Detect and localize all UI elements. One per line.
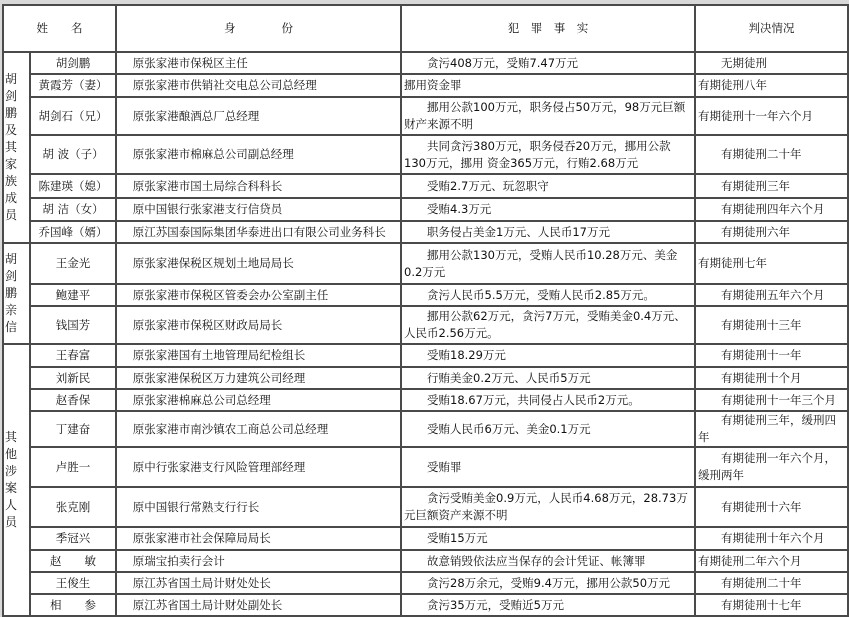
header-verdict: 判决情况 <box>695 5 848 52</box>
table-row <box>3 97 848 135</box>
header-row <box>3 5 848 52</box>
cell-name: 王金光 <box>30 243 116 284</box>
table-row <box>3 198 848 221</box>
cell-facts: 挪用资金罪 <box>401 74 695 97</box>
cell-name: 王春富 <box>30 344 116 367</box>
cell-verdict: 有期徒刑二年六个月 <box>695 550 848 572</box>
cell-name: 季冠兴 <box>30 527 116 550</box>
cell-facts: 受贿人民币6万元、美金0.1万元 <box>401 411 695 447</box>
cell-name: 胡剑鹏 <box>30 52 116 74</box>
cell-verdict: 无期徒刑 <box>695 52 848 74</box>
cell-name: 钱国芳 <box>30 306 116 344</box>
table-row <box>3 487 848 527</box>
table-row <box>3 367 848 389</box>
cell-verdict: 有期徒刑二十年 <box>695 135 848 174</box>
cell-verdict: 有期徒刑十一年六个月 <box>695 97 848 135</box>
cell-verdict: 有期徒刑八年 <box>695 74 848 97</box>
cell-verdict: 有期徒刑十个月 <box>695 367 848 389</box>
group-label-others <box>3 344 30 616</box>
table-row <box>3 74 848 97</box>
cell-name: 卢胜一 <box>30 447 116 487</box>
table-row <box>3 344 848 367</box>
cell-name: 刘新民 <box>30 367 116 389</box>
cell-verdict: 有期徒刑三年，缓刑四年 <box>695 411 848 447</box>
group-label-family: 胡剑鹏及其家族成员 <box>3 52 30 243</box>
cell-facts: 贪污受贿美金0.9万元，人民币4.68万元，28.73万元巨额资产来源不明 <box>401 487 695 527</box>
table-row <box>3 527 848 550</box>
cell-name: 乔国峰（婿） <box>30 221 116 243</box>
table-row <box>3 550 848 572</box>
table-row <box>3 411 848 447</box>
cell-facts: 挪用公款130万元，受贿人民币10.28万元、美金0.2万元 <box>401 243 695 284</box>
table-row <box>3 221 848 243</box>
cell-verdict: 有期徒刑十年六个月 <box>695 527 848 550</box>
cell-identity: 原中国银行常熟支行行长 <box>116 487 401 527</box>
cell-verdict: 有期徒刑四年六个月 <box>695 198 848 221</box>
cell-verdict: 有期徒刑二十年 <box>695 572 848 594</box>
cell-identity: 原张家港市南沙镇农工商总公司总经理 <box>116 411 401 447</box>
table-row <box>3 594 848 616</box>
cell-identity: 原中行张家港支行风险管理部经理 <box>116 447 401 487</box>
cell-verdict: 有期徒刑十七年 <box>695 594 848 616</box>
table-row <box>3 306 848 344</box>
cell-identity: 原张家港市国土局综合科科长 <box>116 174 401 198</box>
cell-facts: 职务侵占美金1万元、人民币17万元 <box>401 221 695 243</box>
cell-name: 张克刚 <box>30 487 116 527</box>
cell-name: 陈建瑛（媳） <box>30 174 116 198</box>
cell-identity: 原瑞宝拍卖行会计 <box>116 550 401 572</box>
cell-facts: 贪污人民币5.5万元，受贿人民币2.85万元。 <box>401 284 695 306</box>
table-row <box>3 447 848 487</box>
cell-verdict: 有期徒刑十六年 <box>695 487 848 527</box>
cell-name: 王俊生 <box>30 572 116 594</box>
cell-identity: 原江苏国泰国际集团华泰进出口有限公司业务科长 <box>116 221 401 243</box>
cell-facts: 挪用公款62万元，贪污7万元，受贿美金0.4万元、人民币2.56万元。 <box>401 306 695 344</box>
cell-facts: 受贿4.3万元 <box>401 198 695 221</box>
cell-identity: 原张家港市社会保障局局长 <box>116 527 401 550</box>
cell-facts: 受贿15万元 <box>401 527 695 550</box>
cell-verdict: 有期徒刑十三年 <box>695 306 848 344</box>
table-row <box>3 174 848 198</box>
cell-facts: 贪污28万余元，受贿9.4万元，挪用公款50万元 <box>401 572 695 594</box>
cell-verdict: 有期徒刑十一年 <box>695 344 848 367</box>
cell-name: 胡 波（子） <box>30 135 116 174</box>
cell-identity: 原张家港保税区万力建筑公司经理 <box>116 367 401 389</box>
cell-facts: 受贿18.29万元 <box>401 344 695 367</box>
case-table <box>2 4 849 617</box>
cell-identity: 原张家港保税区规划土地局局长 <box>116 243 401 284</box>
cell-verdict: 有期徒刑十一年三个月 <box>695 389 848 411</box>
cell-verdict: 有期徒刑五年六个月 <box>695 284 848 306</box>
cell-identity: 原张家港酿酒总厂总经理 <box>116 97 401 135</box>
group-label-others-text: 其他涉案人员 <box>5 430 18 529</box>
table-row <box>3 243 848 284</box>
cell-facts: 故意销毁依法应当保存的会计凭证、帐簿罪 <box>401 550 695 572</box>
cell-name: 赵香保 <box>30 389 116 411</box>
cell-facts: 受贿2.7万元、玩忽职守 <box>401 174 695 198</box>
cell-name: 胡剑石（兄） <box>30 97 116 135</box>
cell-facts: 受贿罪 <box>401 447 695 487</box>
cell-verdict: 有期徒刑七年 <box>695 243 848 284</box>
cell-facts: 挪用公款100万元，职务侵占50万元，98万元巨额财产来源不明 <box>401 97 695 135</box>
cell-identity: 原张家港国有土地管理局纪检组长 <box>116 344 401 367</box>
table-row <box>3 52 848 74</box>
group-label-confidants: 胡剑鹏亲信 <box>3 243 30 344</box>
cell-identity: 原江苏省国土局计财处副处长 <box>116 594 401 616</box>
cell-facts: 贪污35万元，受贿近5万元 <box>401 594 695 616</box>
cell-identity: 原张家港市保税区财政局局长 <box>116 306 401 344</box>
cell-verdict: 有期徒刑三年 <box>695 174 848 198</box>
table-row <box>3 135 848 174</box>
table-row <box>3 284 848 306</box>
cell-identity: 原张家港棉麻总公司总经理 <box>116 389 401 411</box>
cell-identity: 原张家港市保税区主任 <box>116 52 401 74</box>
cell-verdict: 有期徒刑六年 <box>695 221 848 243</box>
cell-identity: 原张家港市保税区管委会办公室副主任 <box>116 284 401 306</box>
cell-name: 相 参 <box>30 594 116 616</box>
header-identity: 身 份 <box>116 5 401 52</box>
table-row <box>3 572 848 594</box>
cell-name: 黄霞芳（妻） <box>30 74 116 97</box>
cell-verdict: 有期徒刑一年六个月，缓刑两年 <box>695 447 848 487</box>
cell-facts: 受贿18.67万元，共同侵占人民币2万元。 <box>401 389 695 411</box>
cell-facts: 行贿美金0.2万元、人民币5万元 <box>401 367 695 389</box>
header-name: 姓 名 <box>3 5 116 52</box>
cell-identity: 原中国银行张家港支行信贷员 <box>116 198 401 221</box>
cell-identity: 原张家港市棉麻总公司副总经理 <box>116 135 401 174</box>
table-row <box>3 389 848 411</box>
case-table-container <box>2 4 847 617</box>
cell-identity: 原江苏省国土局计财处处长 <box>116 572 401 594</box>
header-facts: 犯 罪 事 实 <box>401 5 695 52</box>
cell-name: 鲍建平 <box>30 284 116 306</box>
cell-name: 胡 洁（女） <box>30 198 116 221</box>
cell-name: 赵 敏 <box>30 550 116 572</box>
cell-identity: 原张家港市供销社交电总公司总经理 <box>116 74 401 97</box>
cell-facts: 共同贪污380万元，职务侵吞20万元，挪用公款130万元，挪用 资金365万元，行贿2.68万元 <box>401 135 695 174</box>
cell-name: 丁建奋 <box>30 411 116 447</box>
cell-facts: 贪污408万元，受贿7.47万元 <box>401 52 695 74</box>
